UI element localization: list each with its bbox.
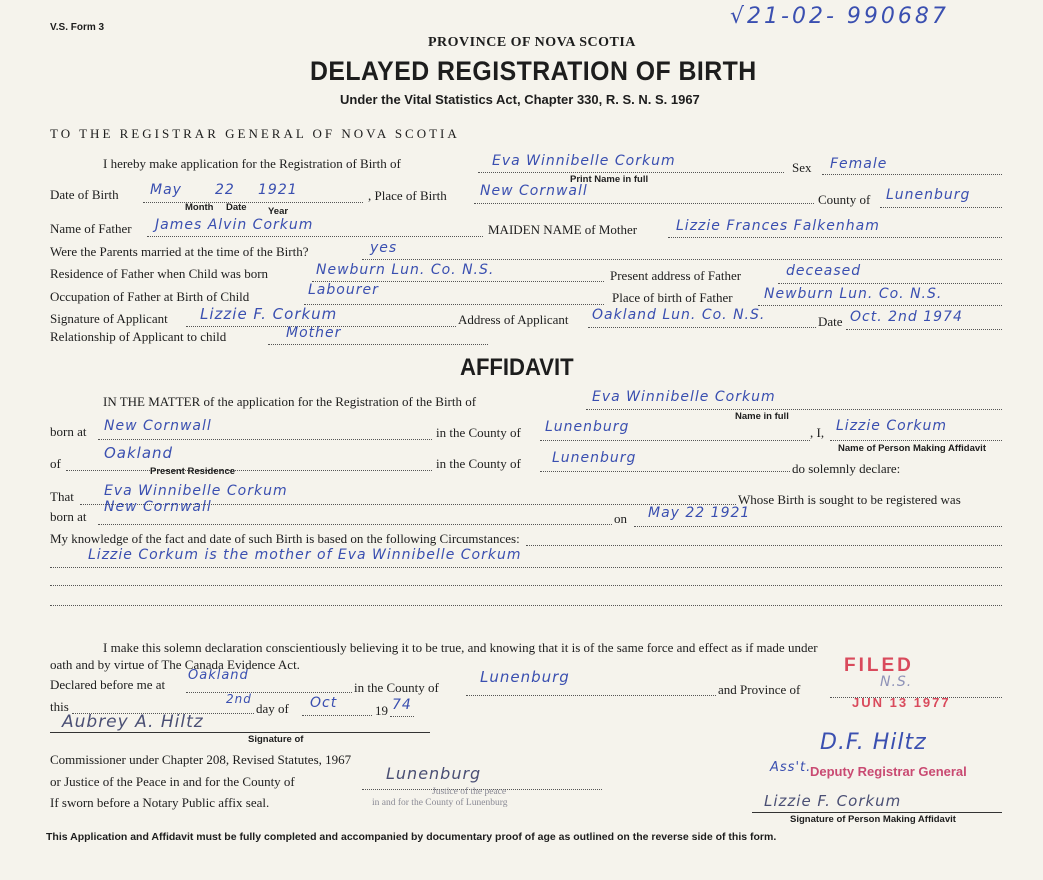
- person-line: [830, 440, 1002, 441]
- knowledge-line: [526, 545, 1002, 546]
- affidavit-county-field[interactable]: Lunenburg: [545, 419, 630, 435]
- circumstances-line-2: [50, 585, 1002, 586]
- sex-field[interactable]: Female: [830, 156, 888, 172]
- month-field[interactable]: Oct: [310, 695, 338, 711]
- province-field[interactable]: N.S.: [880, 674, 913, 690]
- print-name-caption: Print Name in full: [570, 174, 649, 185]
- date-caption: Date: [226, 202, 247, 213]
- place-of-birth-field[interactable]: New Cornwall: [480, 183, 588, 199]
- affiant-signature: Lizzie F. Corkum: [764, 792, 902, 810]
- circumstances-field[interactable]: Lizzie Corkum is the mother of Eva Winnibelle Corkum: [88, 547, 522, 563]
- form-id: V.S. Form 3: [50, 22, 105, 33]
- father-field[interactable]: James Alvin Corkum: [155, 217, 314, 233]
- born-at2-line: [98, 524, 612, 525]
- date-field[interactable]: Oct. 2nd 1974: [850, 309, 963, 325]
- province-heading: PROVINCE OF NOVA SCOTIA: [428, 35, 636, 50]
- person-caption: Name of Person Making Affidavit: [838, 443, 986, 454]
- child-name-field[interactable]: Eva Winnibelle Corkum: [492, 153, 676, 169]
- month-line: [302, 715, 372, 716]
- footer-note: This Application and Affidavit must be fully completed and accompanied by documentary proof of age as outlined on the reverse side of this form.: [46, 831, 777, 843]
- dob-date-field[interactable]: 22: [215, 182, 235, 198]
- declared-at-field[interactable]: Oakland: [188, 668, 249, 683]
- occupation-line: [304, 304, 604, 305]
- born-at-field[interactable]: New Cornwall: [104, 418, 212, 434]
- affidavit-title: AFFIDAVIT: [460, 354, 574, 381]
- residence-caption: Present Residence: [150, 466, 236, 477]
- born-at-line: [98, 439, 432, 440]
- affidavit-name-line: [586, 409, 1002, 410]
- declared-county-field[interactable]: Lunenburg: [480, 668, 570, 686]
- day-of-label: day of: [256, 701, 289, 716]
- married-field[interactable]: yes: [370, 240, 398, 256]
- year-field[interactable]: 74: [392, 697, 412, 713]
- justice-line: or Justice of the Peace in and for the County of: [50, 774, 295, 789]
- year-line: [390, 716, 414, 717]
- knowledge-label: My knowledge of the fact and date of such Birth is based on the following Circumstances:: [50, 531, 520, 546]
- res-father-label: Residence of Father when Child was born: [50, 266, 269, 281]
- commissioner-line: Commissioner under Chapter 208, Revised Statutes, 1967: [50, 752, 352, 767]
- county-field[interactable]: Lunenburg: [886, 187, 971, 203]
- residence-field[interactable]: Oakland: [104, 444, 174, 462]
- date-label: Date: [818, 314, 843, 329]
- married-line: [362, 259, 1002, 260]
- registration-number: √21-02- 990687: [730, 4, 949, 29]
- this-label: this: [50, 699, 69, 714]
- page-title: DELAYED REGISTRATION OF BIRTH: [310, 56, 757, 86]
- residence-line: [66, 470, 432, 471]
- application-intro: I hereby make application for the Registration of Birth of: [103, 156, 401, 171]
- deputy-registrar-stamp: Deputy Registrar General: [810, 764, 967, 779]
- i-label: , I,: [810, 425, 825, 440]
- declare-label: do solemnly declare:: [792, 461, 901, 476]
- applicant-signature[interactable]: Lizzie F. Corkum: [200, 305, 338, 323]
- address-label: Address of Applicant: [458, 312, 569, 327]
- father-birthplace-line: [758, 305, 1002, 306]
- affidavit-county-line: [540, 440, 810, 441]
- declared-county-label: in the County of: [354, 680, 439, 695]
- that-field[interactable]: Eva Winnibelle Corkum: [104, 483, 288, 499]
- year-prefix: 19: [375, 703, 388, 718]
- relationship-label: Relationship of Applicant to child: [50, 329, 227, 344]
- sex-label: Sex: [792, 160, 812, 175]
- circumstances-line-1: [50, 567, 1002, 568]
- declared-county-line: [466, 695, 716, 696]
- signature-of-caption: Signature of: [248, 734, 304, 745]
- solemn-declaration-1: I make this solemn declaration conscientiously believing it to be true, and knowing that it is of the same force and effect as if made under: [103, 640, 818, 655]
- in-county-label-2: in the County of: [436, 456, 521, 471]
- circumstances-line-3: [50, 605, 1002, 606]
- present-address-field[interactable]: deceased: [786, 263, 862, 279]
- affiant-caption: Signature of Person Making Affidavit: [790, 814, 956, 825]
- county2-line: [540, 471, 790, 472]
- whose-birth-label: Whose Birth is sought to be registered was: [738, 492, 961, 507]
- on-date-field[interactable]: May 22 1921: [648, 505, 751, 521]
- pob-line: [474, 203, 814, 204]
- commissioner-sig-line: [50, 732, 430, 733]
- assistant-mark: Ass't.: [770, 760, 812, 775]
- solemn-declaration-2: oath and by virtue of The Canada Evidence Act.: [50, 657, 300, 672]
- father-birthplace-field[interactable]: Newburn Lun. Co. N.S.: [764, 286, 943, 302]
- seal-line-1: Justice of the peace: [432, 787, 507, 797]
- seal-line-2: in and for the County of Lunenburg: [372, 798, 508, 808]
- this-day-field[interactable]: 2nd: [226, 692, 252, 706]
- declared-at-line: [186, 692, 352, 693]
- notary-line: If sworn before a Notary Public affix seal.: [50, 795, 270, 810]
- occupation-label: Occupation of Father at Birth of Child: [50, 289, 250, 304]
- county-line: [880, 207, 1002, 208]
- born-at2-field[interactable]: New Cornwall: [104, 499, 212, 515]
- filed-stamp: FILED: [844, 655, 914, 676]
- relationship-field[interactable]: Mother: [286, 325, 342, 341]
- affidavit-intro: IN THE MATTER of the application for the Registration of the Birth of: [103, 394, 477, 409]
- dob-label: Date of Birth: [50, 187, 119, 202]
- address-line: [588, 327, 816, 328]
- born-at2-label: born at: [50, 509, 87, 524]
- registrar-signature: D.F. Hiltz: [820, 730, 927, 755]
- person-field[interactable]: Lizzie Corkum: [836, 418, 948, 434]
- affidavit-name-field[interactable]: Eva Winnibelle Corkum: [592, 389, 776, 405]
- filed-date-stamp: JUN 13 1977: [852, 695, 951, 710]
- that-label: That: [50, 489, 74, 504]
- father-line: [147, 236, 483, 237]
- page-subtitle: Under the Vital Statistics Act, Chapter 330, R. S. N. S. 1967: [340, 92, 700, 107]
- year-caption: Year: [268, 206, 289, 217]
- dob-year-field[interactable]: 1921: [258, 182, 298, 198]
- declared-label: Declared before me at: [50, 677, 166, 692]
- affiant-sig-line: [752, 812, 1002, 813]
- county2-field[interactable]: Lunenburg: [552, 450, 637, 466]
- relationship-line: [268, 344, 488, 345]
- dob-month-field[interactable]: May: [150, 182, 182, 198]
- name-in-full-caption: Name in full: [735, 411, 789, 422]
- present-address-label: Present address of Father: [610, 268, 742, 283]
- dob-line: [143, 202, 363, 203]
- addressee: TO THE REGISTRAR GENERAL OF NOVA SCOTIA: [50, 126, 460, 141]
- date-line: [846, 329, 1002, 330]
- mother-label: MAIDEN NAME of Mother: [488, 222, 638, 237]
- in-county-label: in the County of: [436, 425, 521, 440]
- on-line: [634, 526, 1002, 527]
- on-label: on: [614, 511, 627, 526]
- pob-label: , Place of Birth: [368, 188, 447, 203]
- res-father-field[interactable]: Newburn Lun. Co. N.S.: [316, 262, 495, 278]
- father-label: Name of Father: [50, 221, 132, 236]
- sex-line: [822, 174, 1002, 175]
- born-at-label: born at: [50, 424, 87, 439]
- province-label: and Province of: [718, 682, 801, 697]
- sig-label: Signature of Applicant: [50, 311, 168, 326]
- mother-field[interactable]: Lizzie Frances Falkenham: [676, 218, 880, 234]
- commissioner-signature: Aubrey A. Hiltz: [62, 712, 204, 732]
- of-label: of: [50, 456, 61, 471]
- mother-line: [668, 237, 1002, 238]
- present-address-line: [778, 283, 1002, 284]
- married-label: Were the Parents married at the time of the Birth?: [50, 244, 309, 259]
- month-caption: Month: [185, 202, 214, 213]
- father-birthplace-label: Place of birth of Father: [612, 290, 733, 305]
- justice-county-field: Lunenburg: [386, 764, 482, 783]
- occupation-field[interactable]: Labourer: [308, 282, 379, 298]
- address-field[interactable]: Oakland Lun. Co. N.S.: [592, 307, 766, 323]
- child-name-line: [478, 172, 784, 173]
- county-label: County of: [818, 192, 871, 207]
